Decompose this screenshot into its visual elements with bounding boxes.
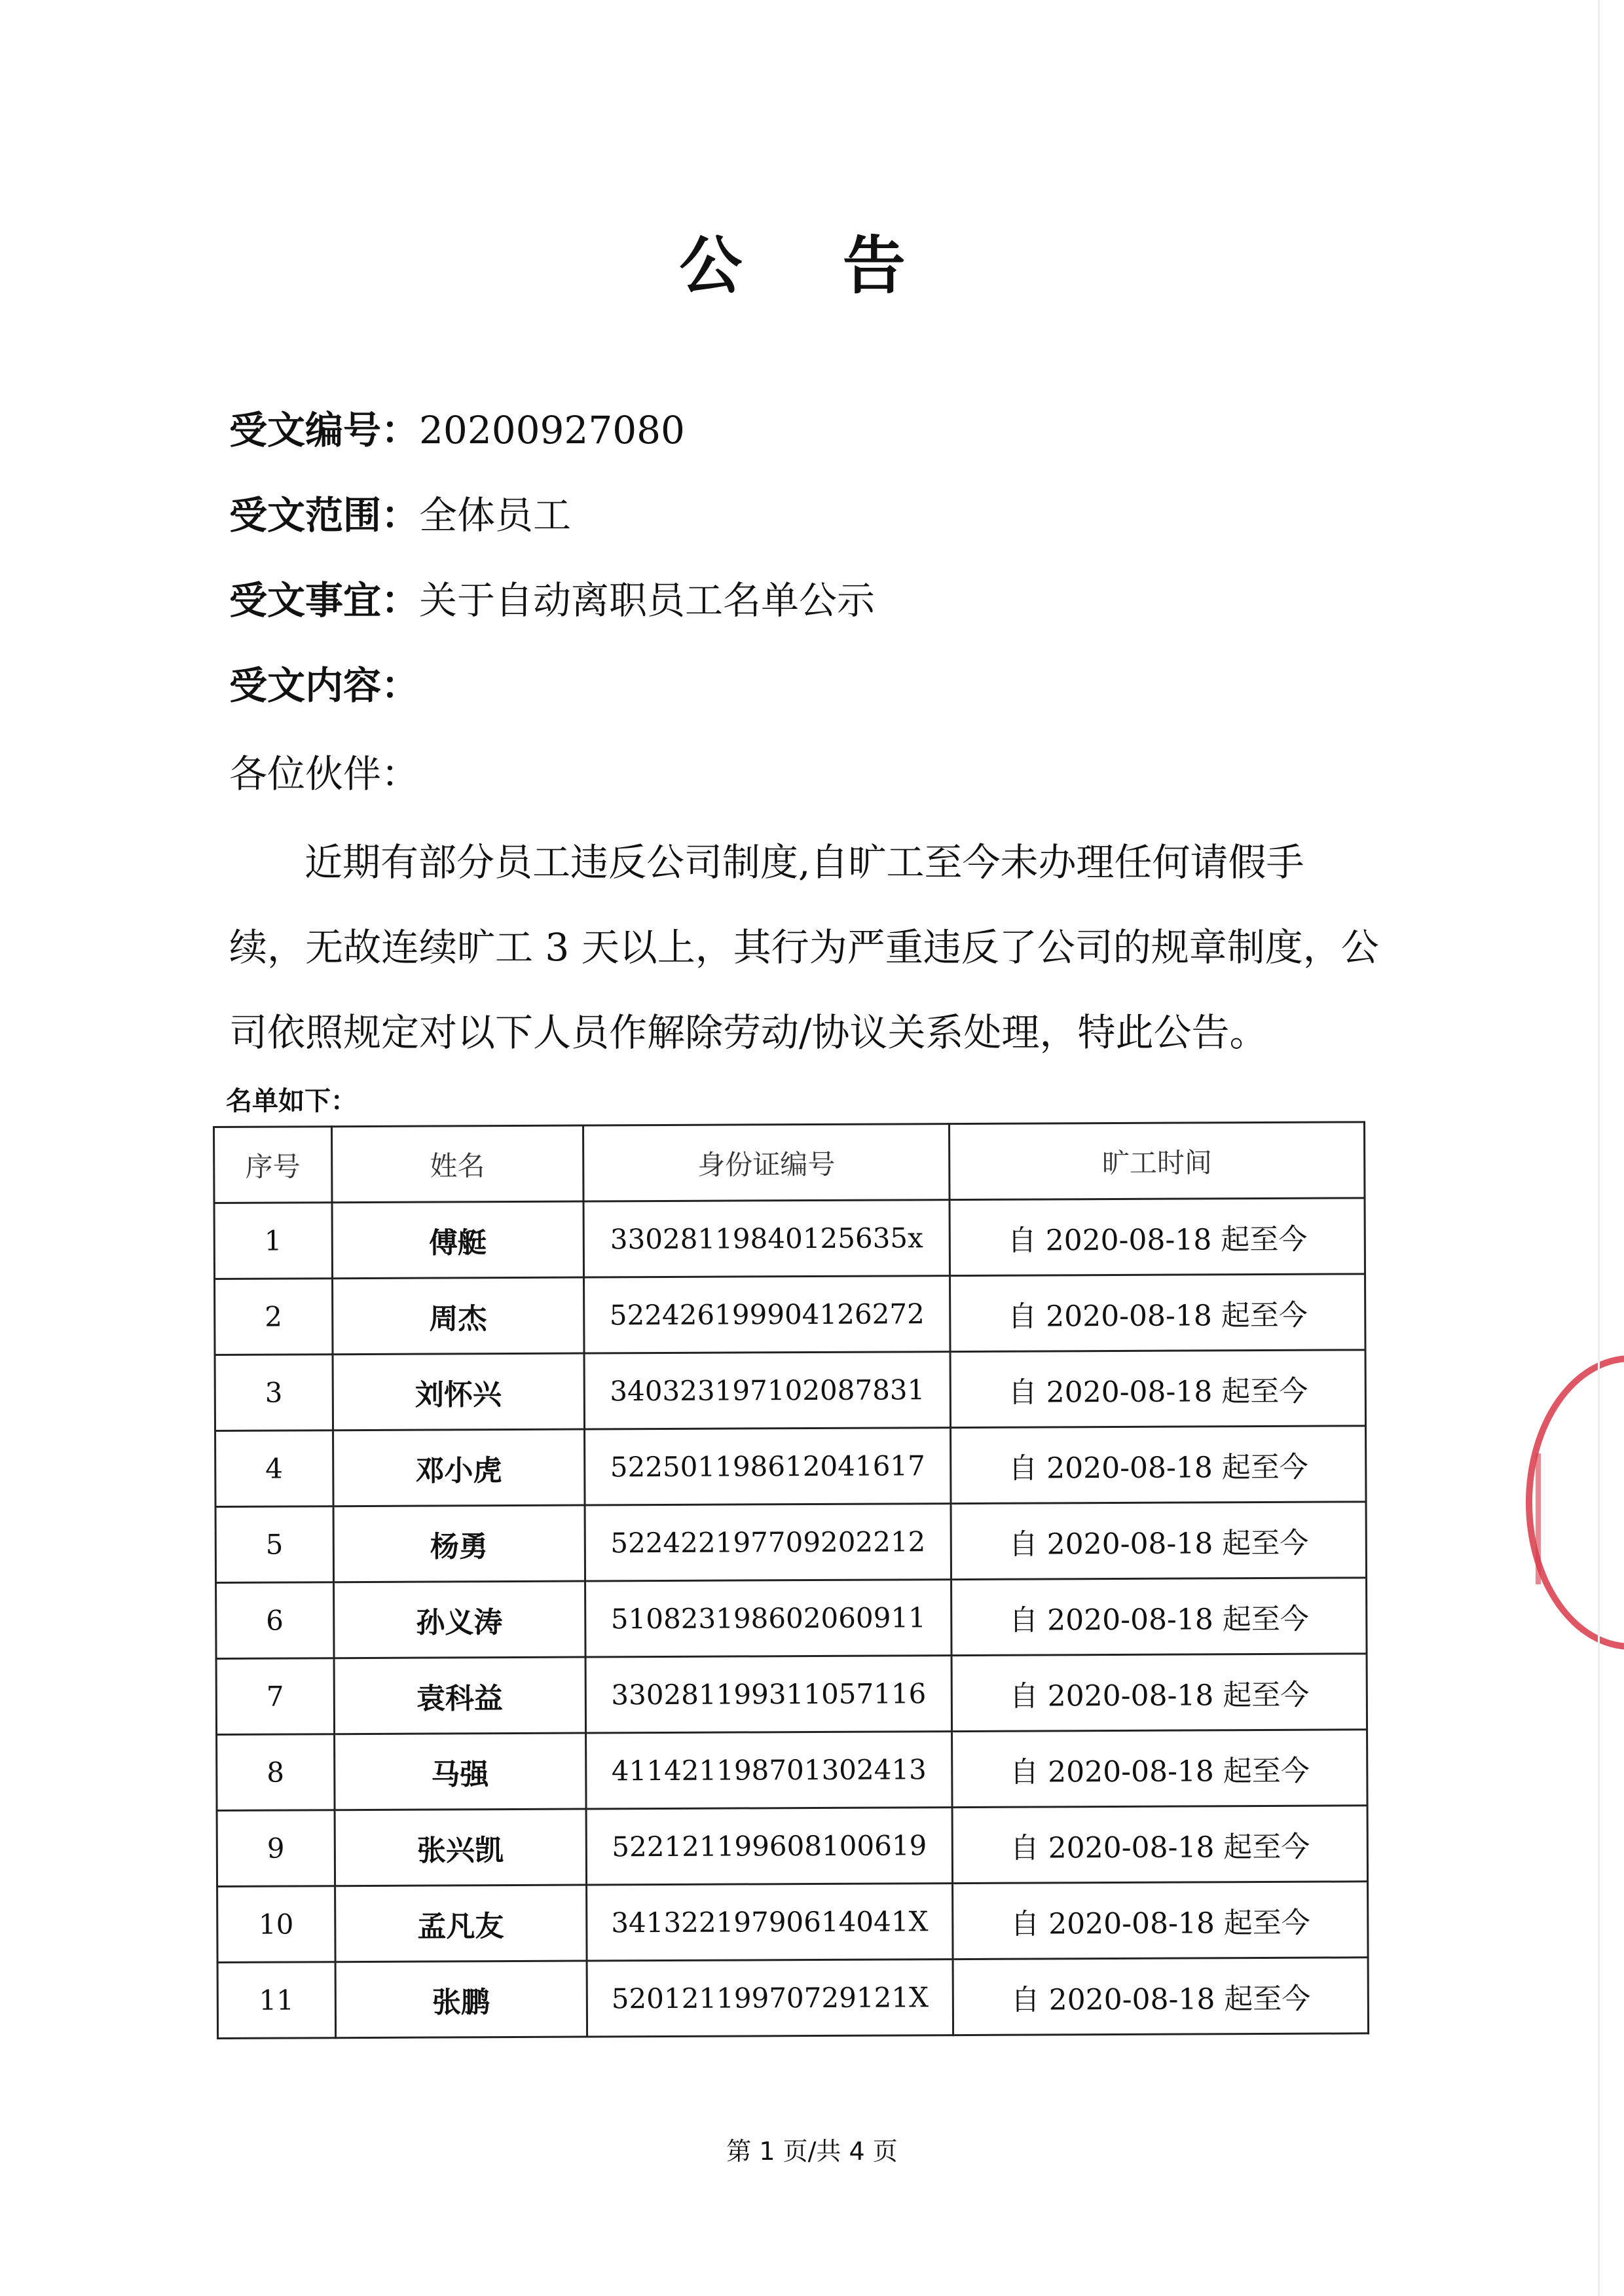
absence-period: 自 2020-08-18 起至今 xyxy=(952,1730,1367,1808)
row-index: 6 xyxy=(216,1582,334,1659)
absence-period: 自 2020-08-18 起至今 xyxy=(950,1274,1365,1352)
body-paragraph-line: 司依照规定对以下人员作解除劳动/协议关系处理，特此公告。 xyxy=(229,1010,1268,1055)
id-number: 411421198701302413 xyxy=(585,1732,952,1809)
employee-name: 周杰 xyxy=(332,1277,584,1355)
id-number: 33028119840125635x xyxy=(583,1200,950,1277)
row-index: 10 xyxy=(217,1886,335,1963)
table-row xyxy=(214,1198,1365,1279)
table-row xyxy=(215,1274,1365,1355)
row-index: 8 xyxy=(217,1734,335,1811)
row-index: 11 xyxy=(217,1962,335,2039)
page-number: 第 1 页/共 4 页 xyxy=(726,2137,898,2166)
table-row xyxy=(217,1730,1367,1811)
employee-name: 孙义涛 xyxy=(333,1581,585,1658)
employee-name: 刘怀兴 xyxy=(333,1353,585,1430)
subject-value: 关于自动离职员工名单公示 xyxy=(419,578,876,623)
row-index: 5 xyxy=(215,1506,333,1583)
row-index: 7 xyxy=(216,1658,334,1735)
column-header-name: 姓名 xyxy=(331,1125,583,1203)
table-header-row xyxy=(214,1122,1365,1203)
table-row xyxy=(216,1654,1367,1735)
table-row xyxy=(215,1350,1365,1431)
greeting: 各位伙伴： xyxy=(229,752,420,796)
doc-number-value: 20200927080 xyxy=(419,408,685,452)
column-header-id-number: 身份证编号 xyxy=(583,1124,950,1201)
column-header-index: 序号 xyxy=(214,1127,332,1203)
company-seal-inner xyxy=(1536,1453,1619,1584)
row-index: 2 xyxy=(215,1279,333,1355)
table-row xyxy=(215,1502,1366,1583)
subject-label: 受文事宜： xyxy=(229,578,420,623)
table-row xyxy=(217,1958,1368,2039)
id-number: 330281199311057116 xyxy=(585,1656,952,1733)
body-paragraph-line: 近期有部分员工违反公司制度,自旷工至今未办理任何请假手 xyxy=(304,840,1304,884)
absence-period: 自 2020-08-18 起至今 xyxy=(952,1806,1367,1884)
dismissal-list-table xyxy=(213,1121,1369,2039)
employee-name: 张鹏 xyxy=(335,1961,587,2038)
content-field xyxy=(229,655,419,710)
table-row xyxy=(217,1882,1368,1963)
absence-period: 自 2020-08-18 起至今 xyxy=(950,1350,1365,1428)
row-index: 1 xyxy=(214,1203,332,1279)
scan-edge-line xyxy=(1598,0,1600,2296)
doc-number-label: 受文编号： xyxy=(229,408,420,452)
column-header-absence-period: 旷工时间 xyxy=(950,1122,1365,1200)
employee-name: 张兴凯 xyxy=(335,1809,587,1886)
id-number: 510823198602060911 xyxy=(585,1580,951,1657)
doc-number-field xyxy=(229,399,685,454)
employee-name: 杨勇 xyxy=(333,1505,585,1582)
recipient-scope-label: 受文范围： xyxy=(229,493,420,538)
table-row xyxy=(215,1426,1366,1507)
absence-period: 自 2020-08-18 起至今 xyxy=(951,1502,1366,1580)
page-title: 公 告 xyxy=(679,229,945,302)
absence-period: 自 2020-08-18 起至今 xyxy=(951,1654,1367,1732)
absence-period: 自 2020-08-18 起至今 xyxy=(953,1958,1369,2035)
employee-name: 袁科益 xyxy=(334,1657,586,1734)
employee-name: 傅艇 xyxy=(332,1201,584,1279)
row-index: 3 xyxy=(215,1355,333,1431)
row-index: 9 xyxy=(217,1810,335,1887)
subject-field xyxy=(229,570,875,625)
absence-period: 自 2020-08-18 起至今 xyxy=(951,1426,1366,1504)
id-number: 522501198612041617 xyxy=(584,1428,951,1505)
recipient-scope-field xyxy=(229,484,571,539)
body-paragraph-line: 续，无故连续旷工 3 天以上，其行为严重违反了公司的规章制度，公 xyxy=(229,925,1379,970)
absence-period: 自 2020-08-18 起至今 xyxy=(950,1198,1365,1276)
absence-period: 自 2020-08-18 起至今 xyxy=(951,1578,1367,1656)
list-caption: 名单如下： xyxy=(226,1086,357,1116)
table-row xyxy=(216,1578,1367,1659)
id-number: 522422197709202212 xyxy=(585,1504,951,1581)
id-number: 522426199904126272 xyxy=(583,1276,950,1353)
recipient-scope-value: 全体员工 xyxy=(419,493,572,538)
employee-name: 孟凡友 xyxy=(335,1885,587,1962)
row-index: 4 xyxy=(215,1430,333,1507)
absence-period: 自 2020-08-18 起至今 xyxy=(953,1882,1368,1959)
employee-name: 邓小虎 xyxy=(333,1429,585,1506)
content-label: 受文内容： xyxy=(229,663,420,708)
id-number: 52012119970729121X xyxy=(587,1959,953,2037)
id-number: 522121199608100619 xyxy=(586,1808,953,1885)
table-row xyxy=(217,1806,1367,1887)
employee-name: 马强 xyxy=(334,1733,586,1810)
id-number: 340323197102087831 xyxy=(584,1352,951,1429)
id-number: 34132219790614041X xyxy=(586,1884,953,1961)
